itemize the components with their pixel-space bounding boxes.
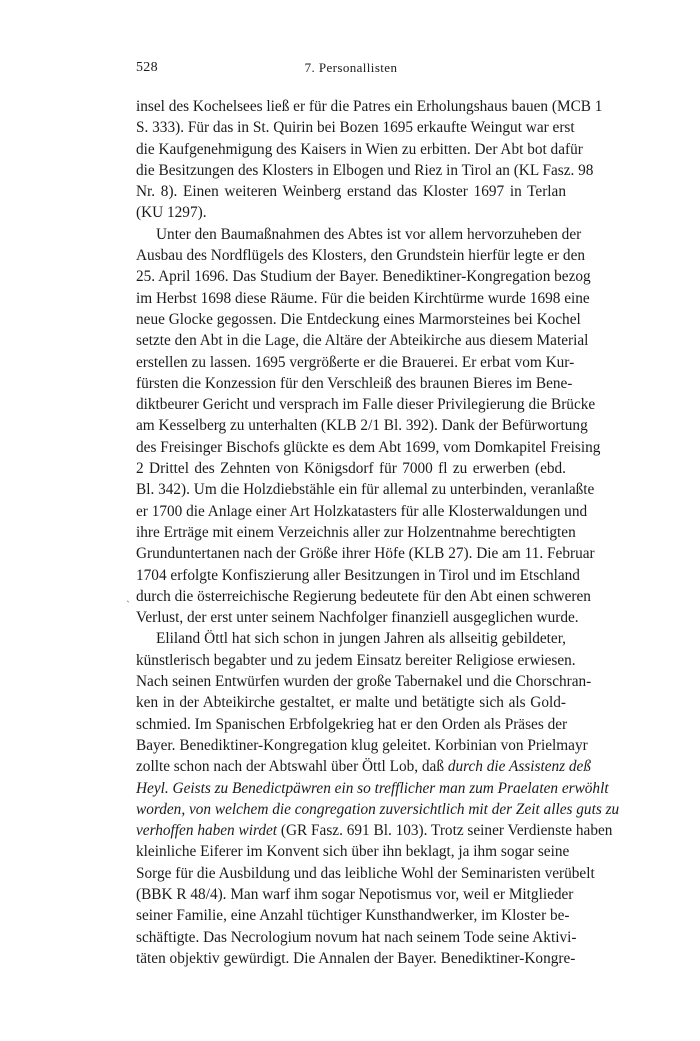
running-head: 7. Personallisten — [304, 60, 398, 75]
text-segment: S. 333). Für das in St. Quirin bei Bozen 1695 erkaufte Weingut war erst — [136, 119, 575, 137]
text-line — [136, 948, 576, 969]
italic-quote: Heyl. Geists zu Benedictpäwren ein so trefflicher man zum Praelaten erwöhlt — [136, 779, 609, 797]
text-line — [136, 160, 594, 181]
text-segment: 2 Drittel des Zehnten von Königsdorf für 7000 fl zu erwerben (ebd. — [136, 460, 566, 478]
text-segment: (GR Fasz. 691 Bl. 103). Trotz seiner Verdienste haben — [277, 822, 613, 840]
text-segment: Grunduntertanen nach der Größe ihrer Höfe (KLB 27). Die am 11. Februar — [136, 545, 595, 563]
text-line — [136, 820, 613, 841]
text-segment: 25. April 1696. Das Studium der Bayer. Benediktiner-Kongregation bezog — [136, 268, 591, 286]
text-line — [136, 863, 595, 884]
text-segment: täten objektiv gewürdigt. Die Annalen der Bayer. Benediktiner-Kongre- — [136, 949, 576, 967]
text-line — [136, 565, 580, 586]
text-segment: die Besitzungen des Klosters in Elbogen und Riez in Tirol an (KL Fasz. 98 — [136, 161, 594, 179]
text-segment: schäftigte. Das Necrologium novum hat nach seinem Tode seine Aktivi- — [136, 928, 577, 946]
text-segment: seiner Familie, eine Anzahl tüchtiger Kunsthandwerker, im Kloster be- — [136, 907, 570, 925]
text-segment: kleinliche Eiferer im Konvent sich über ihn beklagt, ja ihm sogar seine — [136, 843, 570, 861]
text-line — [136, 799, 620, 820]
text-line — [136, 96, 603, 117]
text-segment: (BBK R 48/4). Man warf ihm sogar Nepotismus vor, weil er Mitglieder — [136, 885, 574, 903]
text-line — [136, 692, 566, 713]
page-header — [136, 60, 566, 80]
text-line — [136, 735, 588, 756]
body-text — [136, 96, 620, 969]
text-segment: des Freisinger Bischofs glückte es dem Abt 1699, vom Domkapitel Freising — [136, 438, 601, 456]
text-segment: zollte schon nach der Abtswahl über Öttl Lob, daß — [136, 758, 448, 776]
text-segment: Nr. 8). Einen weiteren Weinberg erstand das Kloster 1697 in Terlan — [136, 183, 566, 201]
text-line — [136, 884, 574, 905]
text-line — [136, 330, 589, 351]
text-line — [136, 202, 566, 223]
italic-quote: durch die Assistenz deß — [447, 758, 591, 776]
margin-mark: ˎ — [126, 589, 130, 603]
text-line — [136, 373, 573, 394]
text-line — [136, 543, 595, 564]
text-line — [136, 650, 576, 671]
text-line — [136, 522, 576, 543]
text-line — [136, 671, 592, 692]
text-line — [136, 714, 566, 735]
text-segment: Bl. 342). Um die Holzdiebstähle ein für allemal zu unterbinden, veranlaßte — [136, 481, 595, 499]
italic-quote: verhoffen haben wirdet — [136, 822, 278, 840]
text-segment: Unter den Baumaßnahmen des Abtes ist vor allem hervorzuheben der — [156, 225, 582, 243]
text-segment: Verlust, der erst unter seinem Nachfolger finanziell ausgeglichen wurde. — [136, 609, 579, 627]
text-line — [136, 586, 591, 607]
text-line — [136, 458, 566, 479]
text-segment: fürsten die Konzession für den Verschleiß des braunen Bieres im Bene- — [136, 374, 573, 392]
text-segment: Bayer. Benediktiner-Kongregation klug geleitet. Korbinian von Prielmayr — [136, 736, 588, 754]
text-line — [136, 352, 575, 373]
text-line — [136, 607, 579, 628]
text-line — [136, 288, 590, 309]
text-segment: er 1700 die Anlage einer Art Holzkatasters für alle Klosterwaldungen und — [136, 502, 588, 520]
text-segment: ken in der Abteikirche gestaltet, er malte und betätigte sich als Gold- — [136, 694, 566, 712]
text-line — [136, 266, 591, 287]
text-line — [136, 437, 601, 458]
text-segment: Ausbau des Nordflügels des Klosters, den Grundstein hierfür legte er den — [136, 247, 586, 265]
text-line — [136, 905, 570, 926]
text-line — [136, 841, 570, 862]
text-segment: am Kesselberg zu unterhalten (KLB 2/1 Bl. 392). Dank der Befürwortung — [136, 417, 588, 435]
text-segment: erstellen zu lassen. 1695 vergrößerte er die Brauerei. Er erbat vom Kur- — [136, 353, 575, 371]
text-segment: setzte den Abt in die Lage, die Altäre der Abteikirche aus diesem Material — [136, 332, 589, 350]
text-segment: die Kaufgenehmigung des Kaisers in Wien zu erbitten. Der Abt bot dafür — [136, 140, 583, 158]
text-segment: im Herbst 1698 diese Räume. Für die beiden Kirchtürme wurde 1698 eine — [136, 289, 590, 307]
text-line — [136, 415, 588, 436]
text-line — [136, 628, 566, 649]
text-line — [136, 778, 609, 799]
text-line — [136, 245, 586, 266]
text-line — [136, 309, 581, 330]
text-segment: diktbeurer Gericht und versprach im Falle dieser Privilegierung die Brücke — [136, 396, 596, 414]
text-segment: schmied. Im Spanischen Erbfolgekrieg hat er den Orden als Präses der — [136, 715, 568, 733]
text-segment: insel des Kochelsees ließ er für die Patres ein Erholungshaus bauen (MCB 1 — [136, 98, 603, 115]
text-line — [136, 501, 588, 522]
text-segment: Eliland Öttl hat sich schon in jungen Jahren als allseitig gebildeter, — [156, 630, 566, 648]
text-line — [136, 224, 582, 245]
text-line — [136, 479, 595, 500]
text-segment: (KU 1297). — [136, 204, 207, 222]
text-segment: 1704 erfolgte Konfiszierung aller Besitzungen in Tirol und im Etschland — [136, 566, 580, 584]
text-segment: Sorge für die Ausbildung und das leibliche Wohl der Seminaristen verübelt — [136, 864, 595, 882]
text-segment: ihre Erträge mit einem Verzeichnis aller zur Holzentnahme berechtigten — [136, 523, 576, 541]
text-segment: neue Glocke gegossen. Die Entdeckung eines Marmorsteines bei Kochel — [136, 310, 581, 328]
text-line — [136, 181, 566, 202]
text-line — [136, 139, 583, 160]
text-segment: Nach seinen Entwürfen wurden der große Tabernakel und die Chorschran- — [136, 673, 592, 691]
text-line — [136, 394, 596, 415]
page-number: 528 — [136, 60, 158, 75]
text-segment: künstlerisch begabter und zu jedem Einsatz bereiter Religiose erwiesen. — [136, 651, 576, 669]
text-line — [136, 927, 577, 948]
text-segment: durch die österreichische Regierung bedeutete für den Abt einen schweren — [136, 587, 591, 605]
text-line — [136, 117, 575, 138]
italic-quote: worden, von welchem die congregation zuversichtlich mit der Zeit alles guts zu — [136, 800, 620, 818]
text-line — [136, 756, 591, 777]
